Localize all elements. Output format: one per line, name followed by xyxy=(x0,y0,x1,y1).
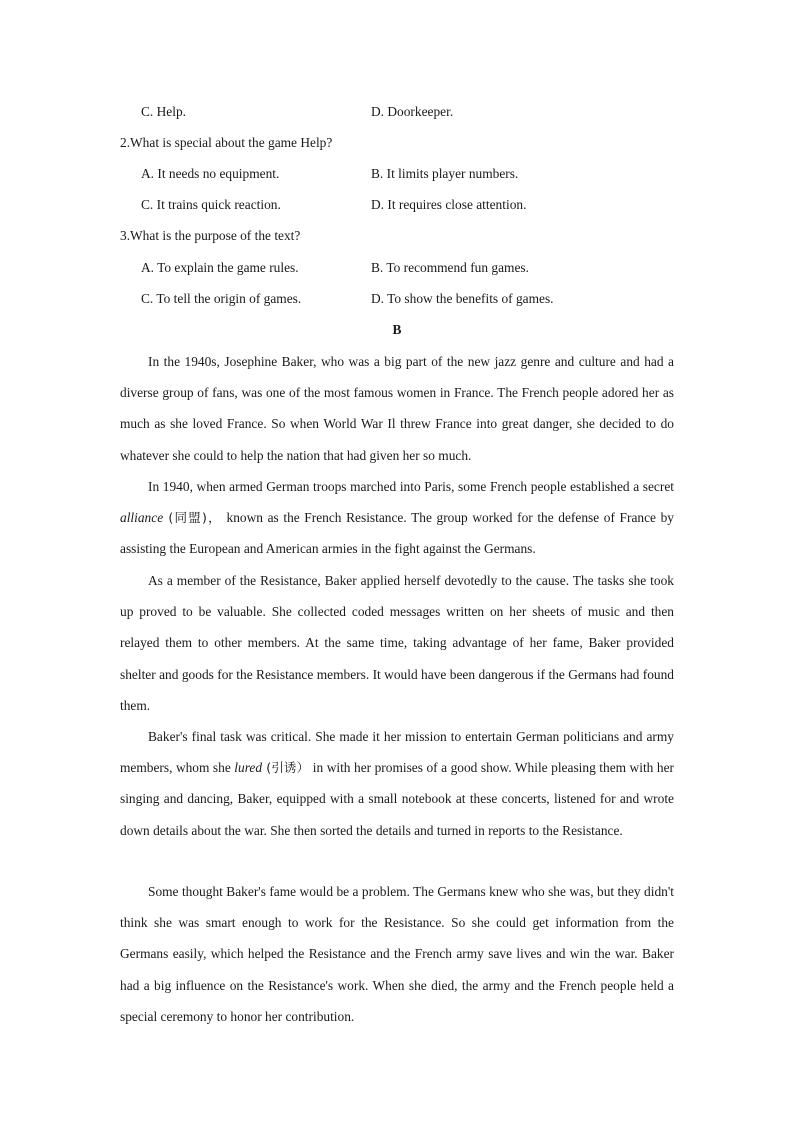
q2-option-d: D. It requires close attention. xyxy=(371,197,527,212)
q3-option-d: D. To show the benefits of games. xyxy=(371,291,554,306)
paragraph-4-gloss: (引诱） xyxy=(262,760,310,776)
paragraph-4-term: lured xyxy=(234,760,263,776)
q3-question: 3.What is the purpose of the text? xyxy=(120,228,301,243)
paragraph-3: As a member of the Resistance, Baker applied herself devotedly to the cause. The tasks she took up proved to be valuable. She collected coded messages written on her sheets of music and then relayed them to other members. At the same time, taking advantage of her fame, Baker provided shelter and goods for the Resistance members. It would have been dangerous if the Germans had found them. xyxy=(120,573,674,713)
paragraph-4 xyxy=(120,721,674,846)
q3-option-c: C. To tell the origin of games. xyxy=(141,291,302,306)
paragraph-1: In the 1940s, Josephine Baker, who was a big part of the new jazz genre and culture and had a diverse group of fans, was one of the most famous women in France. The French people adored her as much as she loved France. So when World War Il threw France into great danger, she decided to do whatever she could to help the nation that had given her so much. xyxy=(120,354,674,463)
q2-options-row-cd xyxy=(0,195,794,215)
q1-options-row-cd xyxy=(0,102,794,122)
q2-option-c: C. It trains quick reaction. xyxy=(141,197,281,212)
q2-option-b: B. It limits player numbers. xyxy=(371,166,519,181)
paragraph-4-text-start: Baker's final task was critical. She made it her mission to entertain German politicians and army members, whom she xyxy=(120,729,674,776)
paragraph-2-gloss: (同盟)， xyxy=(163,510,222,526)
paragraph-2-term: alliance xyxy=(120,510,164,526)
q2-question-row xyxy=(0,133,794,153)
q3-options-row-ab xyxy=(0,258,794,278)
q3-question-row xyxy=(0,226,794,246)
q2-question: 2.What is special about the game Help? xyxy=(120,135,333,150)
q3-option-b: B. To recommend fun games. xyxy=(371,260,529,275)
q3-option-a: A. To explain the game rules. xyxy=(141,260,299,275)
paragraph-5: Some thought Baker's fame would be a problem. The Germans knew who she was, but they didn't think she was smart enough to work for the Resistance. So she could get information from the Germans easily, which helped the Resistance and the French army save lives and win the war. Baker had a big influence on the Resistance's work. When she died, the army and the French people held a special ceremony to honor her contribution. xyxy=(120,884,674,1024)
paragraph-4-text-end: in with her promises of a good show. While pleasing them with her singing and dancing, Baker, equipped with a small notebook at these concerts, listened for and wrote down details about the war. She then sorted the details and turned in reports to the Resistance. xyxy=(120,760,674,838)
section-heading: B xyxy=(392,322,402,337)
q3-options-row-cd xyxy=(0,289,794,309)
paragraph-2 xyxy=(120,471,674,565)
paragraph-2-text-start: In 1940, when armed German troops marched into Paris, some French people established a secret xyxy=(148,479,674,494)
q1-option-c: C. Help. xyxy=(141,104,187,119)
paragraph-2-text-end: known as the French Resistance. The group worked for the defense of France by assisting the European and American armies in the fight against the Germans. xyxy=(120,510,674,557)
q1-option-d: D. Doorkeeper. xyxy=(371,104,454,119)
q2-options-row-ab xyxy=(0,164,794,184)
q2-option-a: A. It needs no equipment. xyxy=(141,166,280,181)
